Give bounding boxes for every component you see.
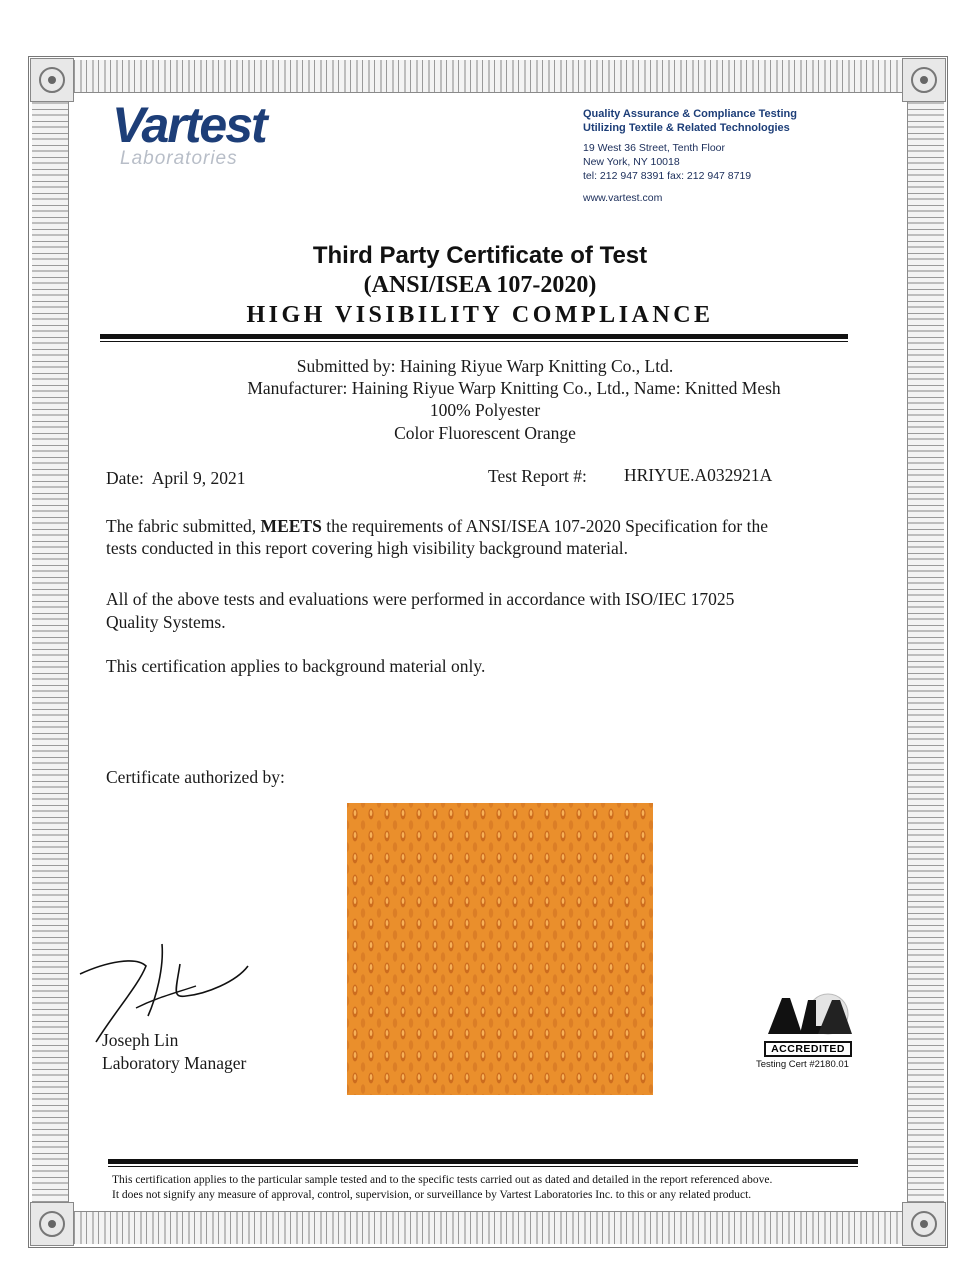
- certificate-title: Third Party Certificate of Test: [312, 242, 648, 269]
- standard-title: (ANSI/ISEA 107-2020): [363, 272, 597, 298]
- manufacturer: Manufacturer: Haining Riyue Warp Knitting Co., Ltd., Name: Knitted Mesh: [247, 378, 781, 398]
- report-label: Test Report #:: [488, 466, 587, 486]
- footer-line-2: It does not signify any measure of approval, control, supervision, or surveillance by Vartest Laboratories Inc. to this or any related product.: [112, 1189, 752, 1201]
- fabric-color: Color Fluorescent Orange: [394, 423, 576, 443]
- border-band-bottom: [32, 1212, 944, 1244]
- scope-statement: This certification applies to background material only.: [106, 656, 486, 676]
- authorized-by-label: Certificate authorized by:: [106, 767, 285, 787]
- corner-ornament-icon: [902, 1202, 946, 1246]
- report-number: HRIYUE.A032921A: [624, 465, 773, 485]
- vartest-logo: [112, 97, 332, 170]
- footer-divider-thin: [108, 1166, 858, 1167]
- a2la-logo-icon: [756, 988, 856, 1036]
- compliance-title: HIGH VISIBILITY COMPLIANCE: [246, 302, 714, 328]
- logo-subtitle: Laboratories: [120, 148, 238, 169]
- divider-thick: [100, 334, 848, 339]
- meets-bold: MEETS: [260, 516, 322, 536]
- phone-fax: tel: 212 947 8391 fax: 212 947 8719: [583, 170, 752, 182]
- accredited-label: ACCREDITED: [764, 1041, 852, 1057]
- signatory-title: Laboratory Manager: [102, 1053, 247, 1073]
- composition: 100% Polyester: [429, 400, 541, 420]
- meets-statement: [106, 516, 768, 537]
- tagline-line-2: Utilizing Textile & Related Technologies: [583, 122, 790, 134]
- border-band-right: [908, 60, 944, 1244]
- footer-line-1: This certification applies to the particular sample tested and to the specific tests carried out as dated and detailed in the report referenced above.: [112, 1174, 773, 1186]
- divider-thin: [100, 341, 848, 342]
- meets-statement-line-2: tests conducted in this report covering high visibility background material.: [106, 538, 628, 558]
- a2la-badge: [756, 988, 860, 1070]
- date-value: April 9, 2021: [151, 468, 246, 488]
- corner-ornament-icon: [30, 58, 74, 102]
- submitted-by: Submitted by: Haining Riyue Warp Knitting Co., Ltd.: [296, 356, 674, 376]
- corner-ornament-icon: [902, 58, 946, 102]
- date-row: [106, 468, 246, 489]
- border-band-left: [32, 60, 68, 1244]
- iso-statement-line-2: Quality Systems.: [106, 612, 226, 632]
- address-block: [583, 141, 797, 183]
- address-city: New York, NY 10018: [583, 156, 680, 168]
- contact-block: [583, 107, 797, 204]
- date-label: Date:: [106, 468, 144, 488]
- website-link[interactable]: www.vartest.com: [583, 192, 663, 204]
- corner-ornament-icon: [30, 1202, 74, 1246]
- tagline-line-1: Quality Assurance & Compliance Testing: [583, 108, 797, 120]
- meets-pre: The fabric submitted,: [106, 516, 261, 536]
- signatory-name: Joseph Lin: [102, 1030, 179, 1050]
- footer-divider-thick: [108, 1159, 858, 1164]
- fabric-swatch-image: [347, 803, 653, 1095]
- meets-post: the requirements of ANSI/ISEA 107-2020 Specification for the: [321, 516, 768, 536]
- footer-disclaimer: [112, 1173, 772, 1203]
- iso-statement-line-1: All of the above tests and evaluations were performed in accordance with ISO/IEC 17025: [106, 589, 735, 609]
- testing-cert-number: Testing Cert #2180.01: [756, 1059, 849, 1070]
- border-band-top: [32, 60, 944, 92]
- address-street: 19 West 36 Street, Tenth Floor: [583, 142, 726, 154]
- logo-wordmark: Vartest: [112, 97, 266, 153]
